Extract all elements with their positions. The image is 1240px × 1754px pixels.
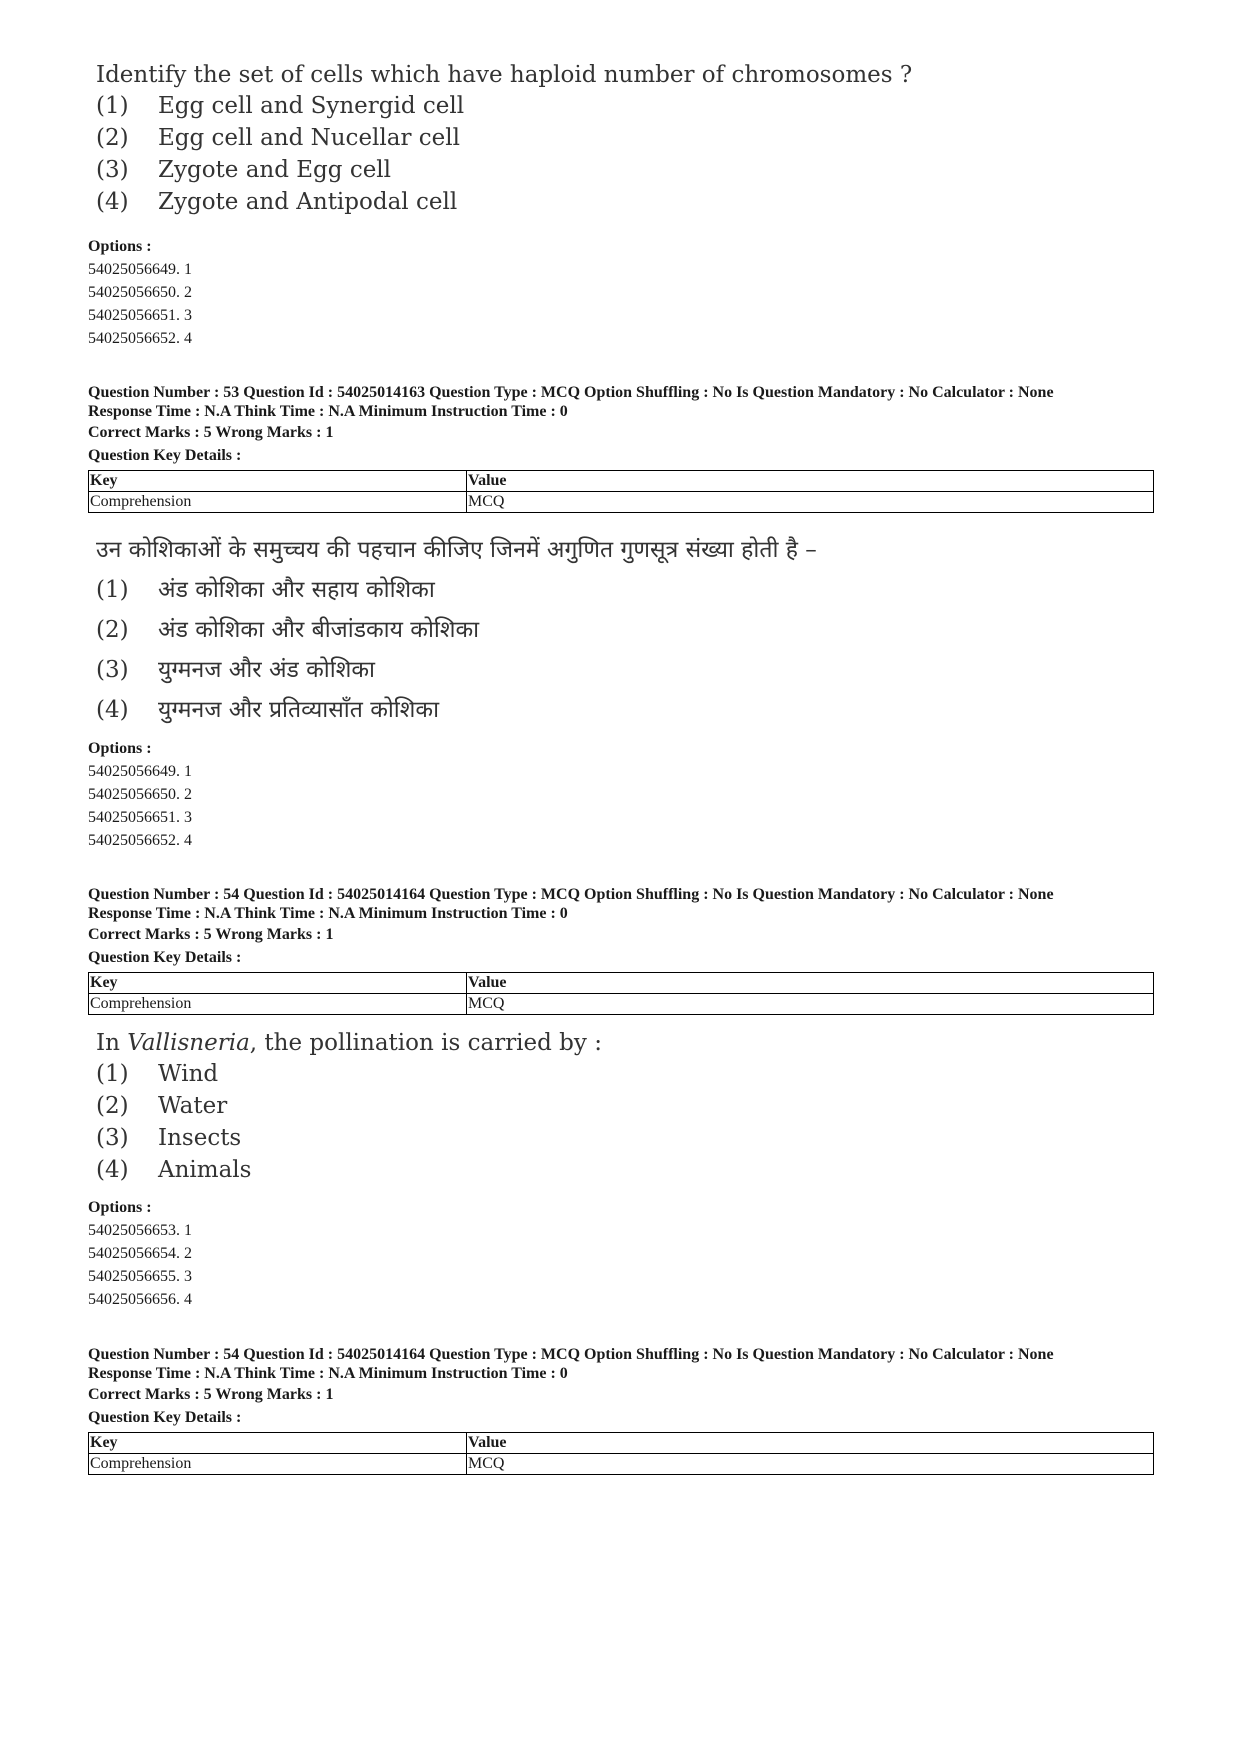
question-53-image [88,530,1154,730]
question-54-image [88,1028,1154,1186]
question-54-meta [88,885,1154,1015]
table-header-key: Key [89,973,467,994]
table-header-key: Key [89,1433,467,1454]
option-id: 54025056649. 1 [88,261,192,278]
choice-1: (1) Wind [96,1061,219,1087]
option-id: 54025056654. 2 [88,1245,192,1262]
marks-line: Correct Marks : 5 Wrong Marks : 1 [88,424,334,441]
table-cell-value: MCQ [467,492,1154,513]
option-id: 54025056655. 3 [88,1268,192,1285]
question-stem: Identify the set of cells which have haploid number of chromosomes ? [96,62,913,88]
option-id: 54025056649. 1 [88,763,192,780]
options-list [88,737,1154,852]
question-54-meta-repeat [88,1345,1154,1475]
table-cell-key: Comprehension [89,492,467,513]
key-details-label: Question Key Details : [88,1409,242,1426]
key-details-label: Question Key Details : [88,949,242,966]
choice-4: (4) Animals [96,1157,252,1183]
option-id: 54025056650. 2 [88,786,192,803]
marks-line: Correct Marks : 5 Wrong Marks : 1 [88,926,334,943]
question-stem: In Vallisneria, the pollination is carried by : [96,1030,602,1056]
choice-2: (2) Water [96,1093,228,1119]
key-details-table [88,972,1154,1015]
option-id: 54025056650. 2 [88,284,192,301]
question-info-line: Question Number : 54 Question Id : 54025014164 Question Type : MCQ Option Shuffling : No Is Question Mandatory : No Calculator : None [88,886,1054,903]
choice-3: (3) Zygote and Egg cell [96,157,392,183]
table-cell-key: Comprehension [89,1454,467,1475]
choice-1: (1) अंड कोशिका और सहाय कोशिका [96,577,435,603]
table-cell-value: MCQ [467,994,1154,1015]
time-info-line: Response Time : N.A Think Time : N.A Minimum Instruction Time : 0 [88,1365,568,1382]
choice-4: (4) युग्मनज और प्रतिव्यासाँत कोशिका [96,697,440,723]
choice-4: (4) Zygote and Antipodal cell [96,189,458,215]
key-details-label: Question Key Details : [88,447,242,464]
choice-2: (2) Egg cell and Nucellar cell [96,125,460,151]
question-info-line: Question Number : 53 Question Id : 54025014163 Question Type : MCQ Option Shuffling : No Is Question Mandatory : No Calculator : None [88,384,1054,401]
choice-3: (3) Insects [96,1125,242,1151]
option-id: 54025056651. 3 [88,809,192,826]
question-info-line: Question Number : 54 Question Id : 54025014164 Question Type : MCQ Option Shuffling : No Is Question Mandatory : No Calculator : None [88,1346,1054,1363]
table-cell-value: MCQ [467,1454,1154,1475]
options-title: Options : [88,740,152,757]
choice-3: (3) युग्मनज और अंड कोशिका [96,657,375,683]
option-id: 54025056652. 4 [88,330,192,347]
table-cell-key: Comprehension [89,994,467,1015]
table-header-value: Value [467,471,1154,492]
options-title: Options : [88,1199,152,1216]
option-id: 54025056652. 4 [88,832,192,849]
table-header-value: Value [467,973,1154,994]
choice-2: (2) अंड कोशिका और बीजांडकाय कोशिका [96,617,480,643]
choice-1: (1) Egg cell and Synergid cell [96,93,465,119]
options-list [88,235,1154,350]
option-id: 54025056656. 4 [88,1291,192,1308]
marks-line: Correct Marks : 5 Wrong Marks : 1 [88,1386,334,1403]
options-title: Options : [88,238,152,255]
option-id: 54025056653. 1 [88,1222,192,1239]
table-header-value: Value [467,1433,1154,1454]
question-stem: उन कोशिकाओं के समुच्चय की पहचान कीजिए जिनमें अगुणित गुणसूत्र संख्या होती है – [96,537,817,563]
question-53-meta [88,383,1154,513]
table-header-key: Key [89,471,467,492]
option-id: 54025056651. 3 [88,307,192,324]
time-info-line: Response Time : N.A Think Time : N.A Minimum Instruction Time : 0 [88,905,568,922]
time-info-line: Response Time : N.A Think Time : N.A Minimum Instruction Time : 0 [88,403,568,420]
key-details-table [88,1432,1154,1475]
options-list [88,1196,1154,1311]
question-52-image [88,60,1154,218]
key-details-table [88,470,1154,513]
